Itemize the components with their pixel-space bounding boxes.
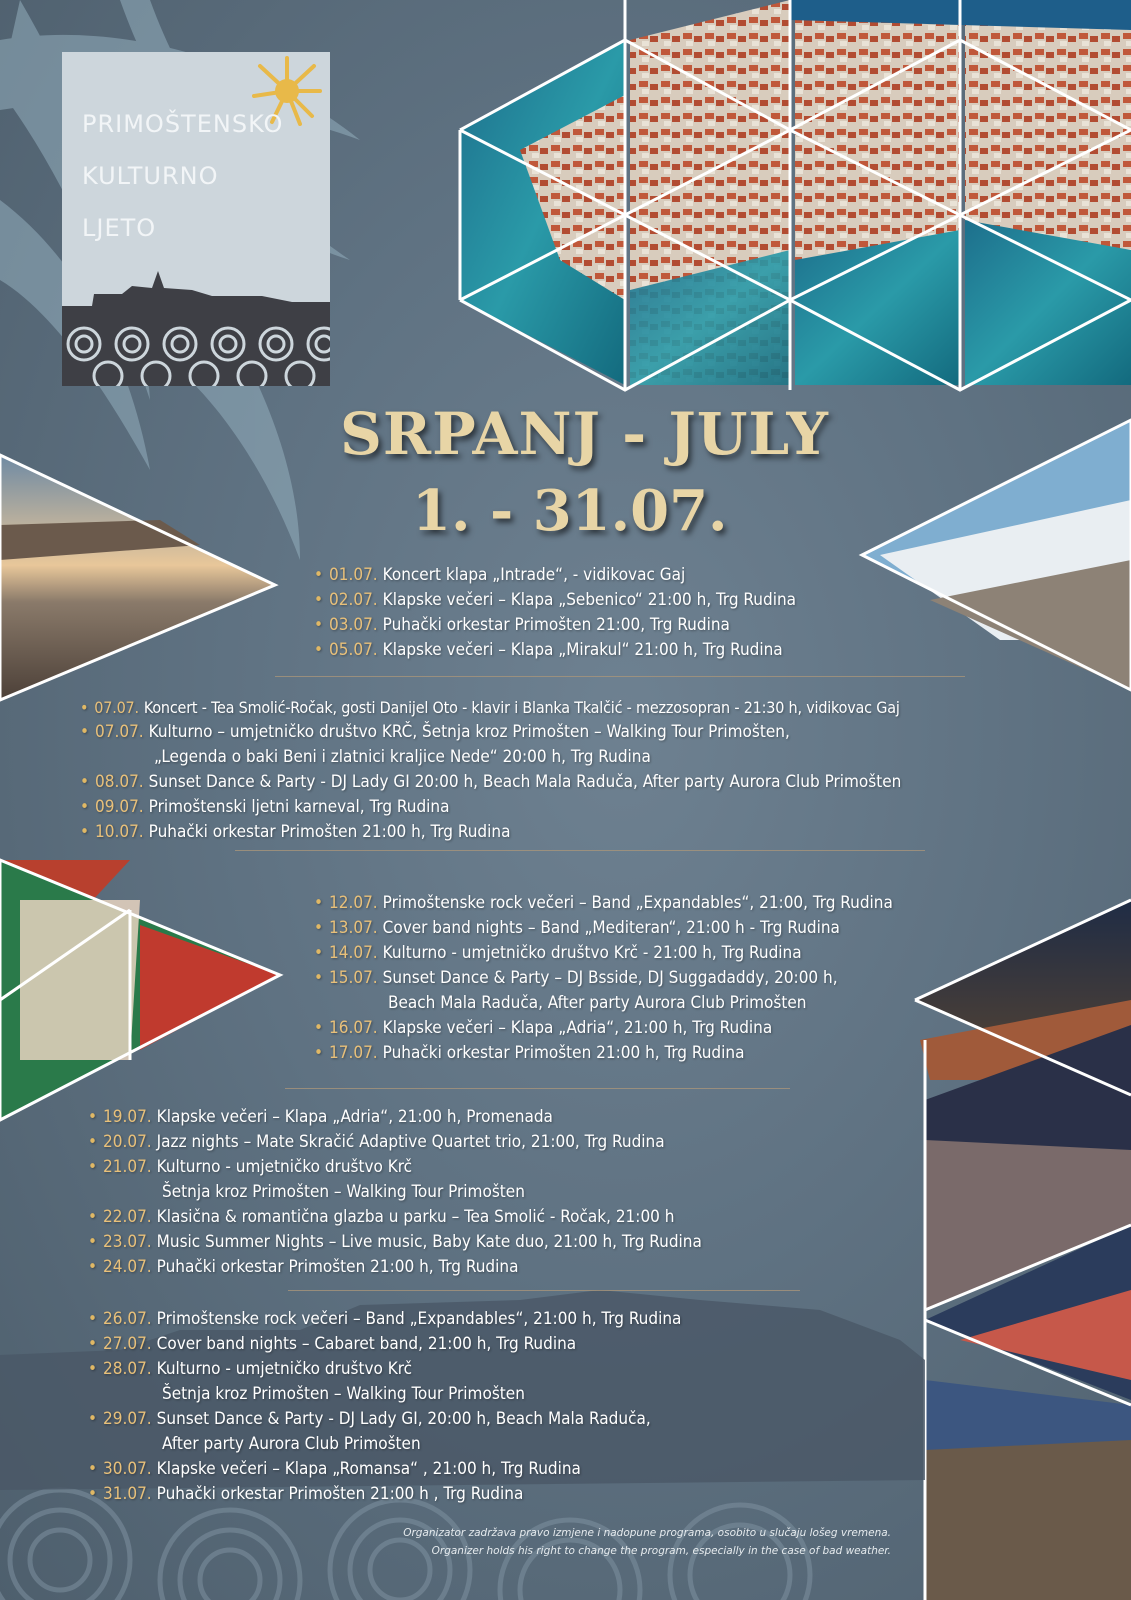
event-item: • 15.07. Sunset Dance & Party – DJ Bsside, DJ Suggadaddy, 20:00 h, Beach Mala Raduča, After party Aurora Club Primošten [314,968,838,1013]
event-group-5 [88,1307,681,1507]
event-item: • 13.07. Cover band nights – Band „Mediteran“, 21:00 h - Trg Rudina [314,918,840,938]
event-item: • 26.07. Primoštenske rock večeri – Band „Expandables“, 21:00 h, Trg Rudina [88,1309,682,1329]
title-dates: 1. - 31.07. [412,478,728,544]
divider [288,1290,800,1291]
event-item: • 22.07. Klasična & romantična glazba u parku – Tea Smolić - Ročak, 21:00 h [88,1207,675,1227]
event-item: • 28.07. Kulturno - umjetničko društvo Krč Šetnja kroz Primošten – Walking Tour Primošten [88,1359,525,1404]
event-item: • 08.07. Sunset Dance & Party - DJ Lady GI 20:00 h, Beach Mala Raduča, After party Aurora Club Primošten [80,772,902,792]
disclaimer [403,1524,891,1560]
event-item: • 07.07. Kulturno – umjetničko društvo KRČ, Šetnja kroz Primošten – Walking Tour Primošten, „Legenda o baki Beni i zlatnici kraljice Nede“ 20:00 h, Trg Rudina [80,722,790,767]
event-item: • 03.07. Puhački orkestar Primošten 21:00, Trg Rudina [314,615,730,635]
divider [275,676,965,677]
event-item: • 16.07. Klapske večeri – Klapa „Adria“, 21:00 h, Trg Rudina [314,1018,773,1038]
event-item: • 21.07. Kulturno - umjetničko društvo Krč Šetnja kroz Primošten – Walking Tour Primošten [88,1157,525,1202]
divider [235,850,925,851]
disclaimer-en: Organizer holds his right to change the program, especially in the case of bad weather. [431,1545,891,1557]
event-item: • 12.07. Primoštenske rock večeri – Band „Expandables“, 21:00, Trg Rudina [314,893,893,913]
event-item: • 17.07. Puhački orkestar Primošten 21:00 h, Trg Rudina [314,1043,745,1063]
event-item: • 24.07. Puhački orkestar Primošten 21:00 h, Trg Rudina [88,1257,519,1277]
logo-line-1: PRIMOŠTENSKO [82,110,284,138]
event-item: • 05.07. Klapske večeri – Klapa „Mirakul“ 21:00 h, Trg Rudina [314,640,783,660]
disclaimer-hr: Organizator zadržava pravo izmjene i nadopune programa, osobito u slučaju lošeg vremena. [403,1527,891,1539]
event-item: • 02.07. Klapske večeri – Klapa „Sebenico“ 21:00 h, Trg Rudina [314,590,797,610]
town-silhouette-icon [62,266,330,386]
event-item: • 29.07. Sunset Dance & Party - DJ Lady GI, 20:00 h, Beach Mala Raduča, After party Aurora Club Primošten [88,1409,651,1454]
divider [285,1088,790,1089]
event-group-3 [314,891,893,1066]
event-group-4 [88,1105,702,1280]
festival-logo [62,52,330,386]
event-item: • 01.07. Koncert klapa „Intrade“, - vidikovac Gaj [314,565,686,585]
logo-line-2: KULTURNO [82,162,219,190]
event-item: • 30.07. Klapske večeri – Klapa „Romansa“ , 21:00 h, Trg Rudina [88,1459,581,1479]
event-item: • 19.07. Klapske večeri – Klapa „Adria“, 21:00 h, Promenada [88,1107,553,1127]
event-item: • 31.07. Puhački orkestar Primošten 21:00 h , Trg Rudina [88,1484,524,1504]
event-item: • 07.07. Koncert - Tea Smolić-Ročak, gosti Danijel Oto - klavir i Blanka Tkalčić - mezzosopran - 21:30 h, vidikovac Gaj [80,698,900,717]
event-group-1 [314,563,796,663]
event-item: • 10.07. Puhački orkestar Primošten 21:00 h, Trg Rudina [80,822,511,842]
event-group-2 [80,695,901,845]
event-item: • 27.07. Cover band nights – Cabaret band, 21:00 h, Trg Rudina [88,1334,577,1354]
event-item: • 09.07. Primoštenski ljetni karneval, Trg Rudina [80,797,450,817]
event-item: • 20.07. Jazz nights – Mate Skračić Adaptive Quartet trio, 21:00, Trg Rudina [88,1132,665,1152]
logo-line-3: LJETO [82,214,157,242]
event-item: • 23.07. Music Summer Nights – Live music, Baby Kate duo, 21:00 h, Trg Rudina [88,1232,702,1252]
event-item: • 14.07. Kulturno - umjetničko društvo Krč - 21:00 h, Trg Rudina [314,943,802,963]
title-month: SRPANJ - JULY [340,400,829,468]
